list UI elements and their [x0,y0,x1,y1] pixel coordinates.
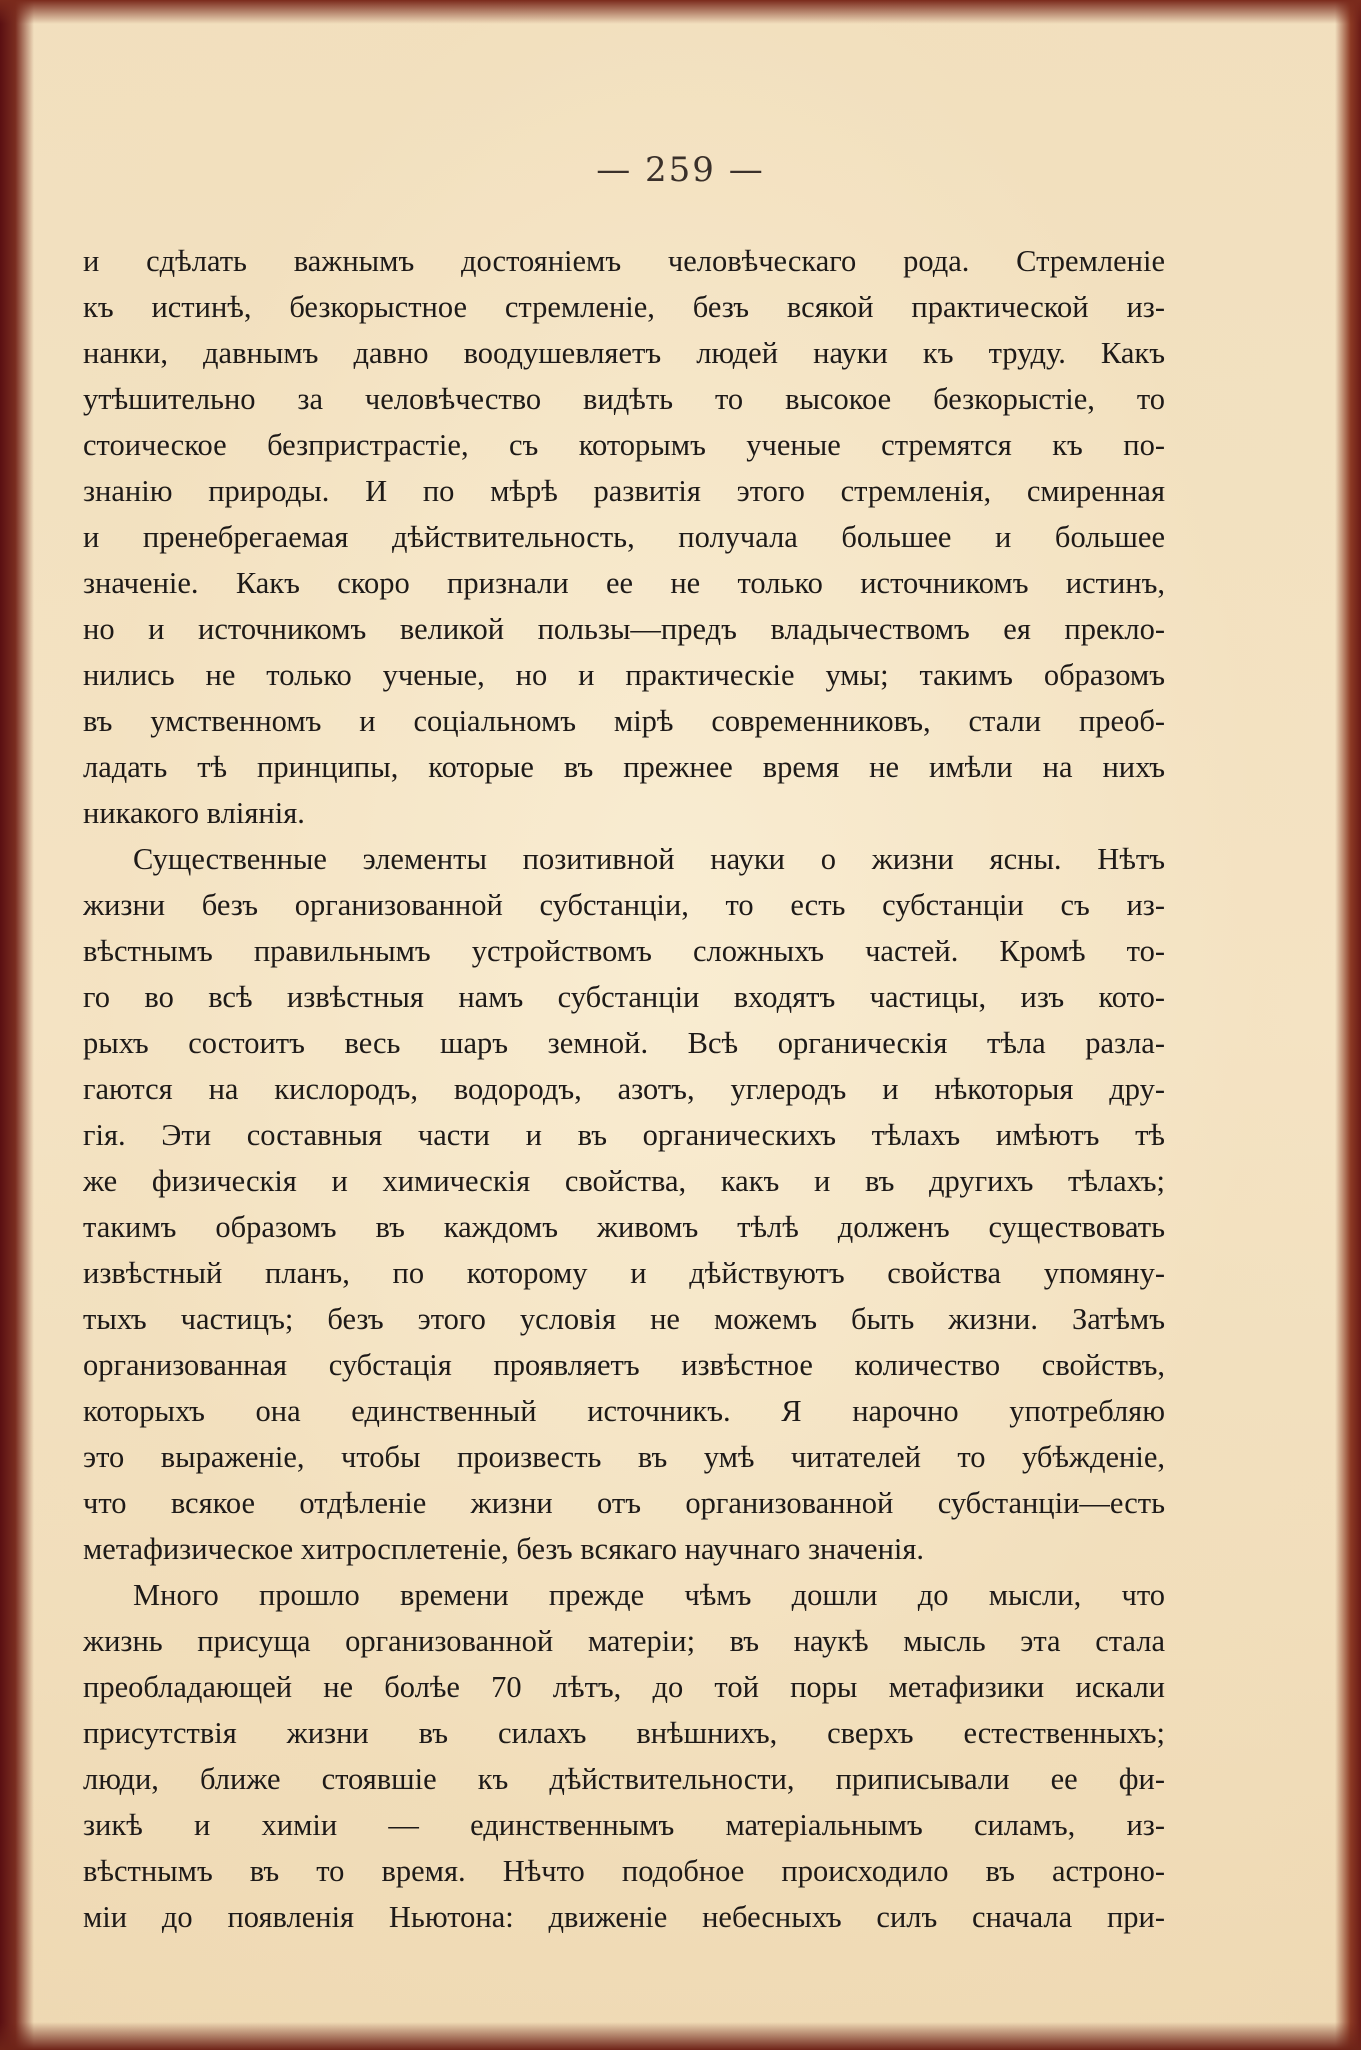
text-line: Много прошло времени прежде чѣмъ дошли до мысли, что [133,1578,1165,1612]
text-line: вѣстнымъ правильнымъ устройствомъ сложныхъ частей. Кромѣ то- [83,934,1165,968]
text-line: міи до появленія Ньютона: движеніе небесныхъ силъ сначала при- [83,1900,1165,1934]
text-line: что всякое отдѣленіе жизни отъ организованной субстанціи—есть [83,1486,1165,1520]
text-line: организованная субстація проявляетъ извѣстное количество свойствъ, [83,1348,1165,1382]
text-line: тыхъ частицъ; безъ этого условія не можемъ быть жизни. Затѣмъ [83,1302,1165,1336]
text-line: присутствія жизни въ силахъ внѣшнихъ, сверхъ естественныхъ; [83,1716,1165,1750]
text-line: которыхъ она единственный источникъ. Я нарочно употребляю [83,1394,1165,1428]
text-line: такимъ образомъ въ каждомъ живомъ тѣлѣ долженъ существовать [83,1210,1165,1244]
text-line: знанію природы. И по мѣрѣ развитія этого стремленія, смиренная [83,474,1165,508]
text-line: и пренебрегаемая дѣйствительность, получала большее и большее [83,520,1165,554]
page-edge-bottom [0,2022,1361,2050]
text-line: но и источникомъ великой пользы—предъ владычествомъ ея прекло- [83,612,1165,646]
page-number: — 259 — [596,150,765,190]
text-line: зикѣ и химіи — единственнымъ матеріальнымъ силамъ, из- [83,1808,1165,1842]
text-line: стоическое безпристрастіе, съ которымъ ученые стремятся къ по- [83,428,1165,462]
text-line: го во всѣ извѣстныя намъ субстанціи входятъ частицы, изъ кото- [83,980,1165,1014]
text-line: нились не только ученые, но и практическіе умы; такимъ образомъ [83,658,1165,692]
text-line: люди, ближе стоявшіе къ дѣйствительности, приписывали ее фи- [83,1762,1165,1796]
text-line: значеніе. Какъ скоро признали ее не только источникомъ истинъ, [83,566,1165,600]
text-line: утѣшительно за человѣчество видѣть то высокое безкорыстіе, то [83,382,1165,416]
page-edge-right [1335,0,1361,2050]
text-line: жизни безъ организованной субстанціи, то есть субстанціи съ из- [83,888,1165,922]
text-line: преобладающей не болѣе 70 лѣтъ, до той поры метафизики искали [83,1670,1165,1704]
text-line: это выраженіе, чтобы произвесть въ умѣ читателей то убѣжденіе, [83,1440,1165,1474]
text-line: Существенные элементы позитивной науки о жизни ясны. Нѣтъ [133,842,1165,876]
text-line: вѣстнымъ въ то время. Нѣчто подобное происходило въ астроно- [83,1854,1165,1888]
text-line: ладать тѣ принципы, которые въ прежнее время не имѣли на нихъ [83,750,1165,784]
text-line: рыхъ состоитъ весь шаръ земной. Всѣ органическія тѣла разла- [83,1026,1165,1060]
text-line: къ истинѣ, безкорыстное стремленіе, безъ всякой практической из- [83,290,1165,324]
text-line: гія. Эти составныя части и въ органическихъ тѣлахъ имѣютъ тѣ [83,1118,1165,1152]
text-line: нанки, давнымъ давно воодушевляетъ людей науки къ труду. Какъ [83,336,1165,370]
text-line: же физическія и химическія свойства, какъ и въ другихъ тѣлахъ; [83,1164,1165,1198]
text-line: метафизическое хитросплетеніе, безъ всякаго научнаго значенія. [83,1532,925,1566]
page-edge-left [0,0,34,2050]
text-line: въ умственномъ и соціальномъ мірѣ современниковъ, стали преоб- [83,704,1165,738]
page-edge-top [0,0,1361,24]
text-line: жизнь присуща организованной матеріи; въ наукѣ мысль эта стала [83,1624,1165,1658]
body-text [83,238,1165,1940]
text-line: гаются на кислородъ, водородъ, азотъ, углеродъ и нѣкоторыя дру- [83,1072,1165,1106]
text-line: никакого вліянія. [83,796,305,830]
text-line: извѣстный планъ, по которому и дѣйствуютъ свойства упомяну- [83,1256,1165,1290]
text-line: и сдѣлать важнымъ достояніемъ человѣческаго рода. Стремленіе [83,244,1165,278]
